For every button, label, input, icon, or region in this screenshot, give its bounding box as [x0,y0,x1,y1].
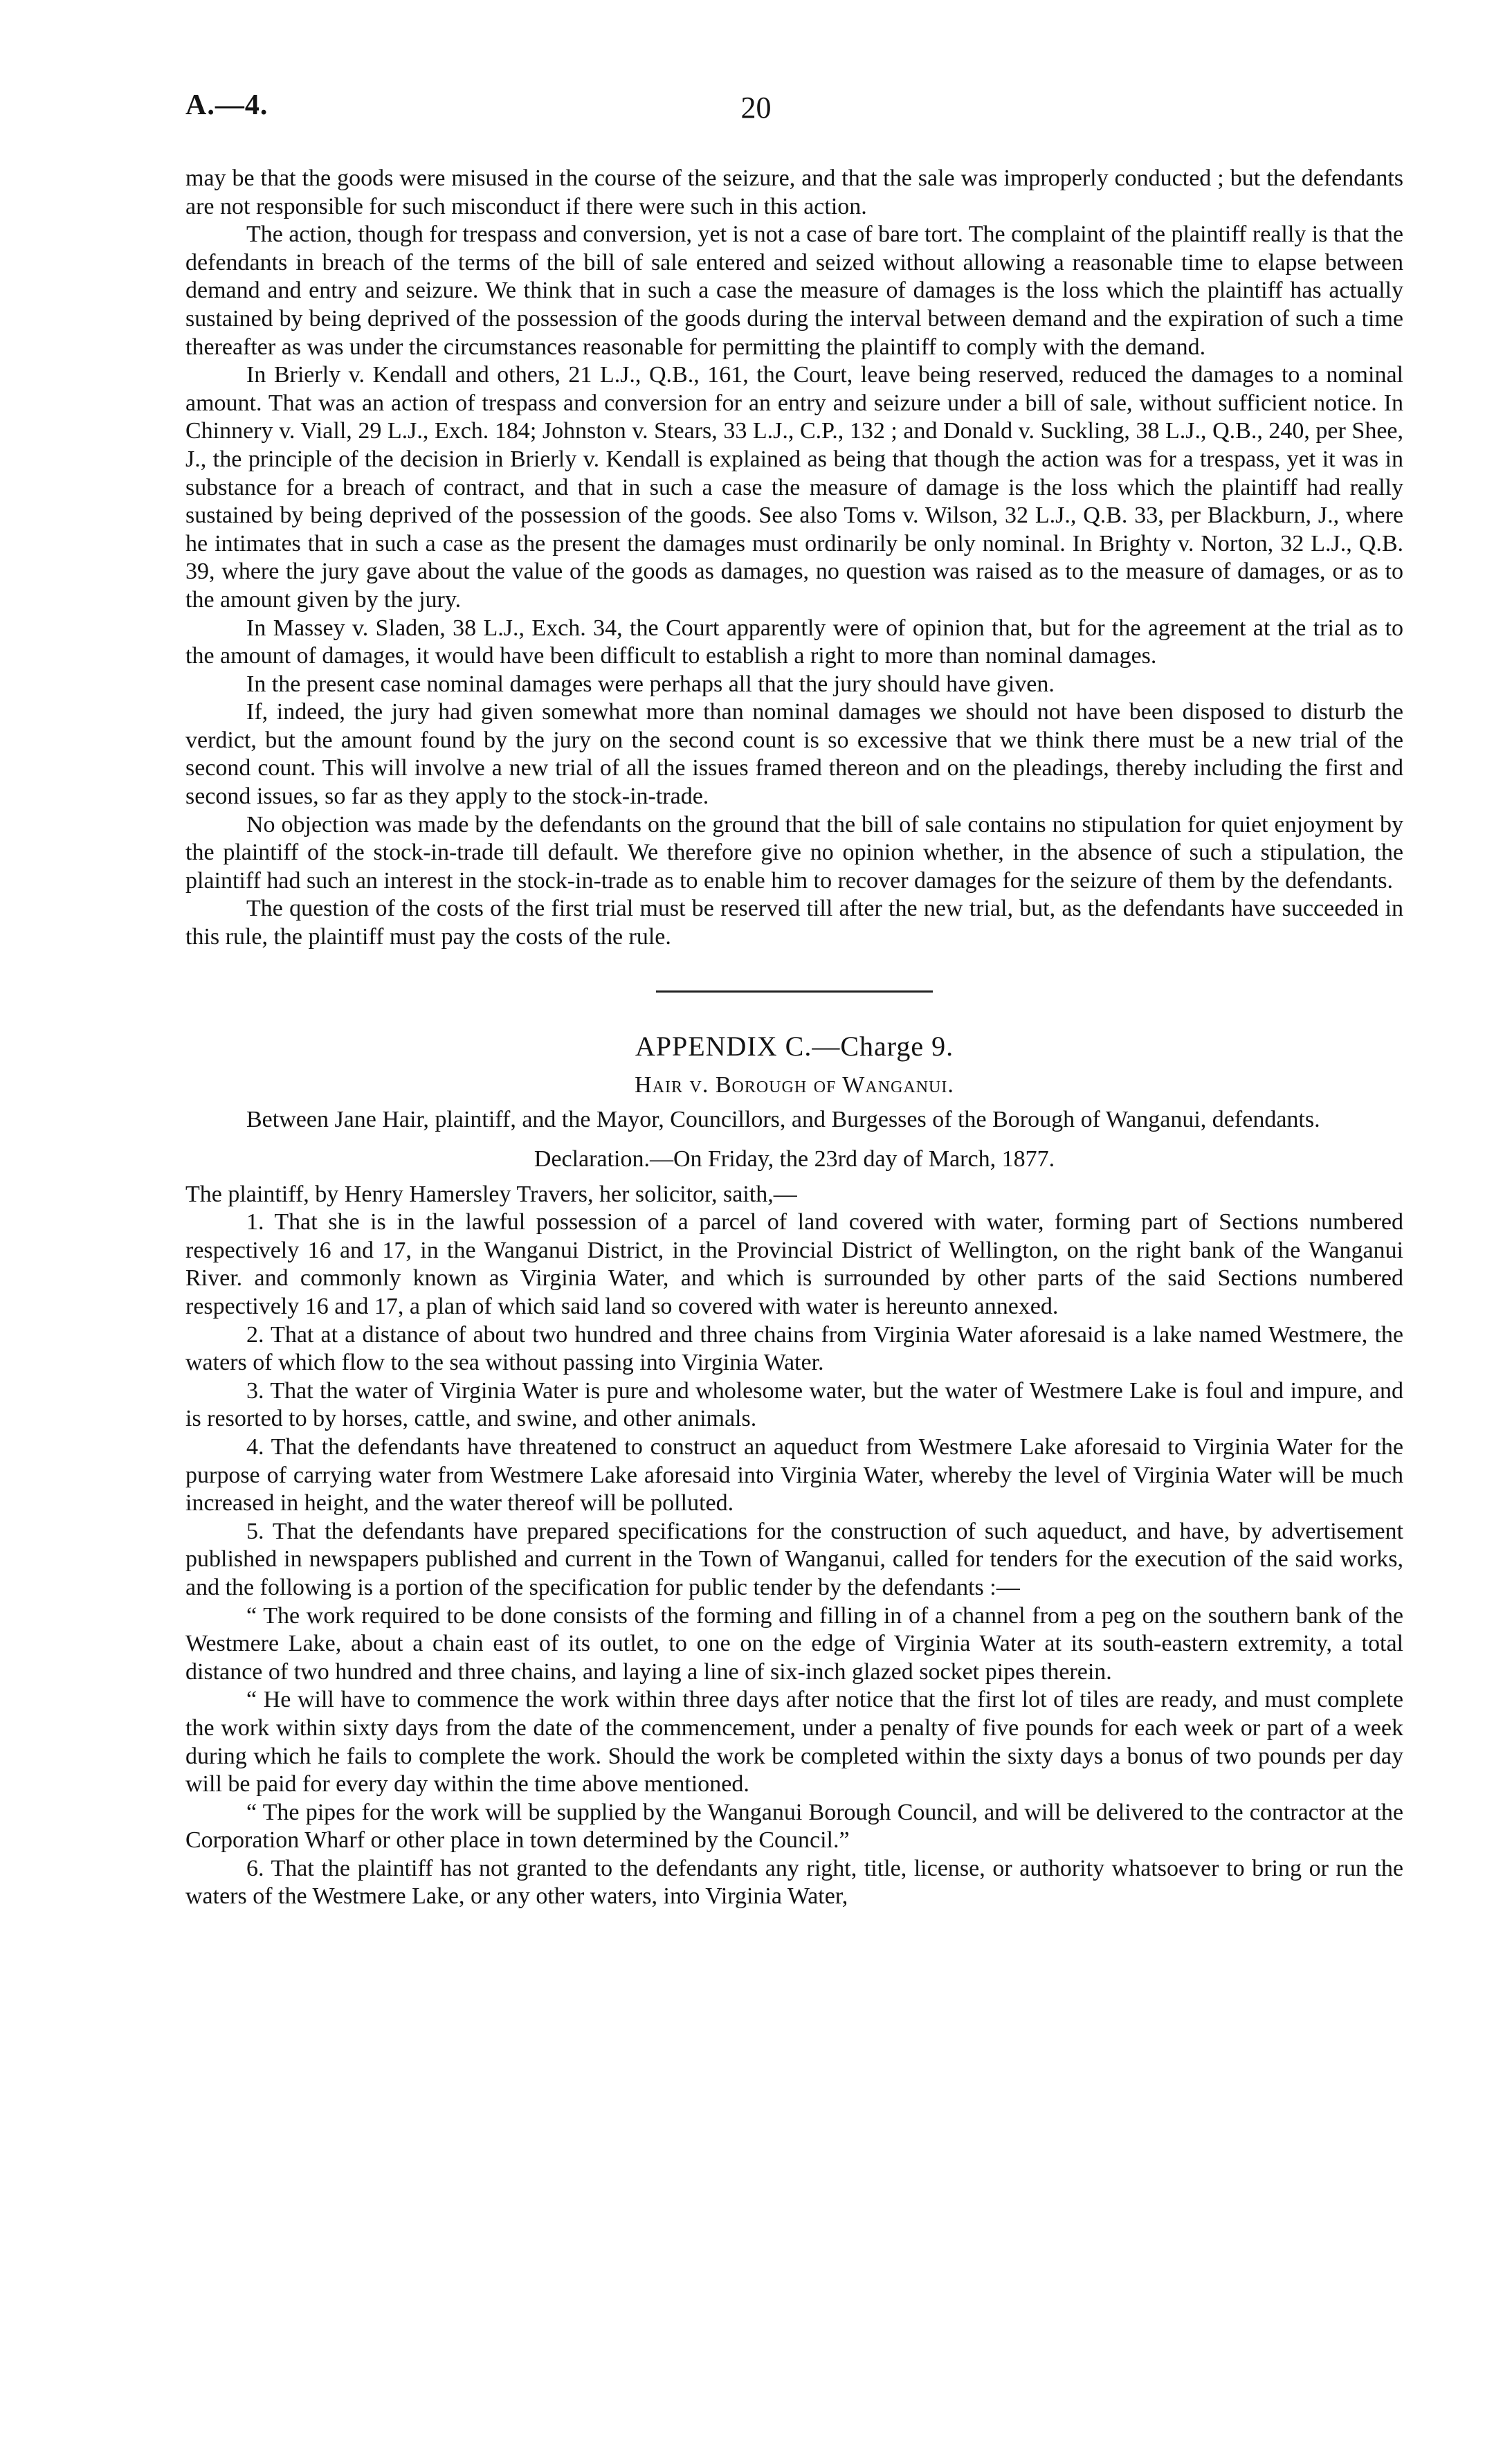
section-divider [656,990,933,993]
judgment-section [185,165,1403,952]
appendix-section [185,1030,1403,1911]
paragraph: In Brierly v. Kendall and others, 21 L.J., Q.B., 161, the Court, leave being reserved, reduced the damages to a nominal amount. That was an action of trespass and conversion for an entry and seizure under a bill of sale, without sufficient notice. In Chinnery v. Viall, 29 L.J., Exch. 184; Johnston v. Stears, 33 L.J., C.P., 132 ; and Donald v. Suckling, 38 L.J., Q.B., 240, per Shee, J., the principle of the decision in Brierly v. Kendall is explained as being that though the action was for a trespass, yet it was in substance for a breach of contract, and that in such a case the measure of damage is the loss which the plaintiff had really sustained by being deprived of the possession of the goods. See also Toms v. Wilson, 32 L.J., Q.B. 33, per Blackburn, J., where he intimates that in such a case as the present the damages must ordinarily be only nominal. In Brighty v. Norton, 32 L.J., Q.B. 39, where the jury gave about the value of the goods as damages, no question was raised as to the measure of damages, or as to the amount given by the jury. [185,362,1403,613]
paragraph: 2. That at a distance of about two hundred and three chains from Virginia Water aforesaid is a lake named Westmere, the waters of which flow to the sea without passing into Virginia Water. [185,1321,1403,1376]
paragraph: If, indeed, the jury had given somewhat more than nominal damages we should not have been disposed to disturb the verdict, but the amount found by the jury on the second count is so excessive that we think there must be a new trial of the second count. This will involve a new trial of all the issues framed thereon and on the pleadings, thereby including the first and second issues, so far as they apply to the stock-in-trade. [185,699,1403,810]
page-number: 20 [740,91,772,125]
case-parties: Between Jane Hair, plaintiff, and the Mayor, Councillors, and Burgesses of the Borough of Wanganui, defendants. [246,1106,1320,1132]
document-reference: A.—4. [185,89,268,121]
quoted-paragraph: “ The work required to be done consists of the forming and filling in of a channel from a peg on the southern bank of the Westmere Lake, about a chain east of its outlet, to one on the edge of Virginia Water at its south-eastern extremity, a total distance of two hundred and three chains, and laying a line of six-inch glazed socket pipes therein. [185,1602,1403,1685]
paragraph: No objection was made by the defendants on the ground that the bill of sale contains no stipulation for quiet enjoyment by the plaintiff of the stock-in-trade till default. We therefore give no opinion whether, in the absence of such a stipulation, the plaintiff had such an interest in the stock-in-trade as to enable him to recover damages for the seizure of them by the defendants. [185,811,1403,894]
paragraph: The plaintiff, by Henry Hamersley Travers, her solicitor, saith,— [185,1181,797,1207]
quoted-paragraph: “ The pipes for the work will be supplied by the Wanganui Borough Council, and will be delivered to the contractor at the Corporation Wharf or other place in town determined by the Council.” [185,1799,1403,1854]
paragraph: 6. That the plaintiff has not granted to the defendants any right, title, license, or authority whatsoever to bring or run the waters of the Westmere Lake, or any other waters, into Virginia Water, [185,1855,1403,1910]
paragraph: 4. That the defendants have threatened to construct an aqueduct from Westmere Lake aforesaid to Virginia Water for the purpose of carrying water from Westmere Lake aforesaid into Virginia Water, whereby the level of Virginia Water will be much increased in height, and the water thereof will be polluted. [185,1433,1403,1517]
page-header [0,82,1512,130]
paragraph: 1. That she is in the lawful possession of a parcel of land covered with water, forming part of Sections numbered respectively 16 and 17, in the Wanganui District, in the Provincial District of Wellington, on the right bank of the Wanganui River. and commonly known as Virginia Water, and which is surrounded by other parts of the said Sections numbered respectively 16 and 17, a plan of which said land so covered with water is hereunto annexed. [185,1209,1403,1319]
appendix-title: APPENDIX C.—Charge 9. [635,1030,954,1062]
page-body [185,165,1403,1911]
quoted-paragraph: “ He will have to commence the work within three days after notice that the first lot of tiles are ready, and must complete the work within sixty days from the date of the commencement, under a penalty of five pounds for each week or part of a week during which he fails to complete the work. Should the work be completed within the sixty days a bonus of two pounds per day will be paid for every day within the time above mentioned. [185,1687,1403,1798]
case-title: Hair v. Borough of Wanganui. [635,1071,954,1098]
paragraph: The question of the costs of the first trial must be reserved till after the new trial, but, as the defendants have succeeded in this rule, the plaintiff must pay the costs of the rule. [185,896,1403,950]
paragraph: may be that the goods were misused in the course of the seizure, and that the sale was improperly conducted ; but the defendants are not responsible for such misconduct if there were such in this action. [185,165,1403,219]
paragraph: The action, though for trespass and conversion, yet is not a case of bare tort. The complaint of the plaintiff really is that the defendants in breach of the terms of the bill of sale entered and seized without allowing a reasonable time to elapse between demand and entry and seizure. We think that in such a case the measure of damages is the loss which the plaintiff has actually sustained by being deprived of the possession of the goods during the interval between demand and the expiration of such a time thereafter as was under the circumstances reasonable for permitting the plaintiff to comply with the demand. [185,221,1403,360]
paragraph: 3. That the water of Virginia Water is pure and wholesome water, but the water of Westmere Lake is foul and impure, and is resorted to by horses, cattle, and swine, and other animals. [185,1377,1403,1432]
paragraph: In Massey v. Sladen, 38 L.J., Exch. 34, the Court apparently were of opinion that, but for the agreement at the trial as to the amount of damages, it would have been difficult to establish a right to more than nominal damages. [185,615,1403,669]
paragraph: In the present case nominal damages were perhaps all that the jury should have given. [246,671,1055,697]
paragraph: 5. That the defendants have prepared specifications for the construction of such aqueduct, and have, by advertisement published in newspapers published and current in the Town of Wanganui, called for tenders for the execution of the said works, and the following is a portion of the specification for public tender by the defendants :— [185,1518,1403,1600]
declaration-line: Declaration.—On Friday, the 23rd day of March, 1877. [534,1146,1055,1172]
